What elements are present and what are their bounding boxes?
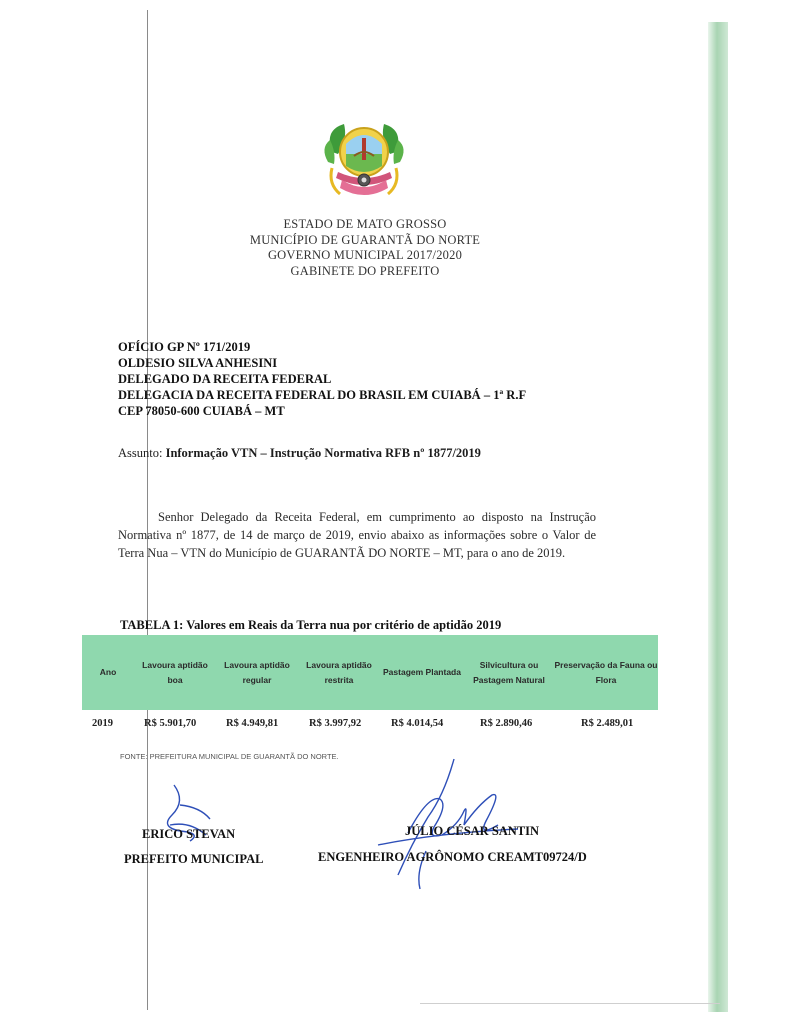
addressee-name: OLDESIO SILVA ANHESINI (118, 356, 278, 370)
subject-label: Assunto: (118, 446, 166, 460)
table-header-cell: Lavoura aptidão restrita (306, 659, 372, 685)
table-header-cell: Preservação da Fauna ou Flora (554, 659, 658, 685)
letterhead-office: GABINETE DO PREFEITO (290, 263, 440, 278)
body-paragraph (118, 508, 596, 562)
scan-bottom-line (420, 1003, 720, 1004)
table-cell: R$ 2.489,01 (581, 718, 634, 729)
addressee-block (118, 339, 526, 419)
addressee-agency: DELEGACIA DA RECEITA FEDERAL DO BRASIL EM CUIABÁ – 1ª R.F (118, 388, 527, 402)
letterhead-municipality: MUNICÍPIO DE GUARANTÃ DO NORTE (249, 232, 481, 247)
table-cell: R$ 2.890,46 (480, 718, 533, 729)
letterhead-state: ESTADO DE MATO GROSSO (283, 217, 447, 231)
table-source: FONTE: PREFEITURA MUNICIPAL DE GUARANTÃ DO NORTE. (120, 752, 339, 761)
table-title: TABELA 1: Valores em Reais da Terra nua por critério de aptidão 2019 (120, 618, 502, 632)
table-cell: R$ 4.014,54 (391, 718, 444, 729)
left-signature-drawing (150, 775, 230, 855)
right-signatory-title: ENGENHEIRO AGRÔNOMO CREAMT09724/D (318, 850, 587, 864)
letterhead (200, 217, 530, 279)
addressee-postal: CEP 78050-600 CUIABÁ – MT (118, 404, 285, 418)
table-header-cell: Lavoura aptidão boa (142, 659, 208, 685)
addressee-role: DELEGADO DA RECEITA FEDERAL (118, 372, 332, 386)
table-cell: R$ 4.949,81 (226, 718, 279, 729)
subject-line (118, 446, 481, 461)
subject-text: Informação VTN – Instrução Normativa RFB nº 1877/2019 (165, 446, 481, 460)
table-header-cell: Pastagem Plantada (383, 667, 461, 677)
scan-green-edge (708, 22, 728, 1012)
letterhead-government: GOVERNO MUNICIPAL 2017/2020 (267, 248, 463, 262)
oficio-number: OFÍCIO GP Nº 171/2019 (118, 340, 251, 354)
body-paragraph-text: Senhor Delegado da Receita Federal, em cumprimento ao disposto na Instrução Normativa nº 1877, de 14 de março de 2019, envio abaixo as informações sobre o Valor de Terra Nua – VTN do Município de GUARANTÃ DO NORTE – MT, para o ano de 2019. (118, 510, 596, 560)
left-signatory-title: PREFEITO MUNICIPAL (124, 852, 264, 866)
table-header-cell: Lavoura aptidão regular (224, 659, 290, 685)
table-cell: R$ 5.901,70 (144, 718, 197, 729)
table-header-cell: Ano (99, 667, 117, 677)
table-header-row (82, 635, 658, 710)
municipal-crest-logo (318, 118, 410, 210)
table-cell-year: 2019 (92, 718, 113, 729)
table-cell: R$ 3.997,92 (309, 718, 362, 729)
right-signatory-name: JÚLIO CÉSAR SANTIN (405, 824, 540, 838)
left-signatory-name: ERICO STEVAN (142, 827, 236, 841)
table-header-cell: Silvicultura ou Pastagem Natural (473, 659, 545, 685)
